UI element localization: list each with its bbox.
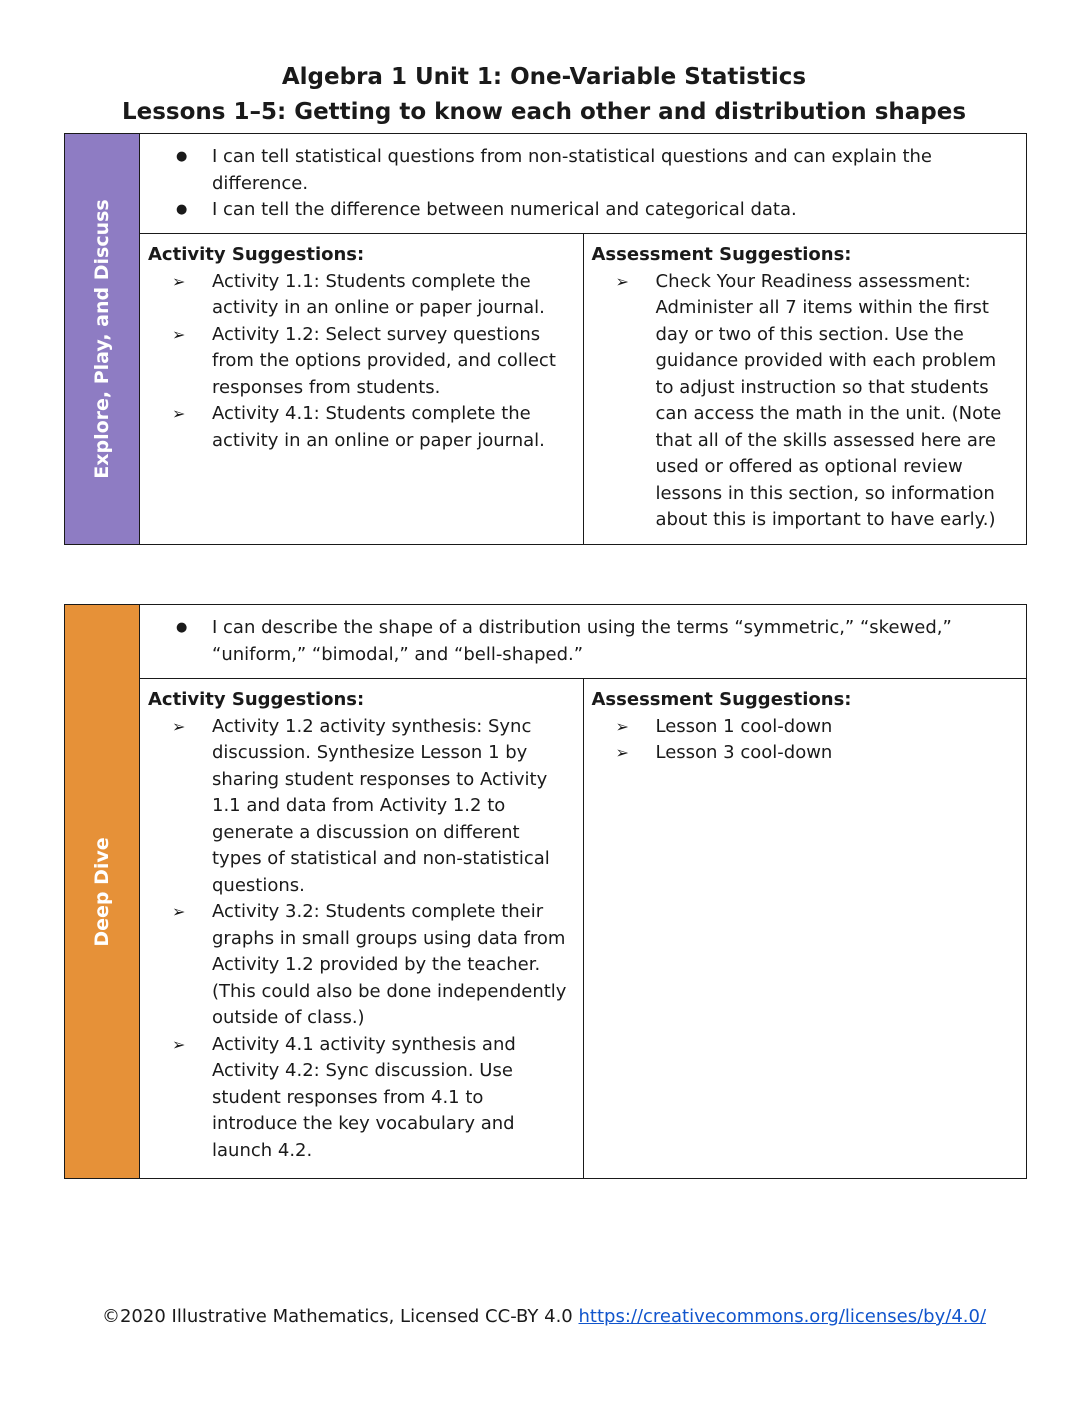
learning-goals-cell — [140, 134, 1027, 234]
document-title: Algebra 1 Unit 1: One-Variable Statistics — [281, 64, 807, 90]
activity-text: Activity 1.2: Select survey questions from the options provided, and collect responses from students. — [212, 323, 556, 398]
assessment-suggestions-heading: Assessment Suggestions: — [591, 689, 852, 710]
document-subtitle: Lessons 1–5: Getting to know each other and distribution shapes — [121, 99, 967, 125]
activity-suggestions-cell — [140, 679, 584, 1179]
arrow-bullet-icon: ➢ — [615, 271, 629, 291]
activity-text: Activity 4.1: Students complete the activity in an online or paper journal. — [212, 403, 545, 451]
arrow-bullet-icon: ➢ — [172, 1034, 186, 1054]
learning-goals-cell — [140, 605, 1027, 679]
assessment-suggestions-heading: Assessment Suggestions: — [591, 244, 852, 265]
activity-suggestions-cell — [140, 234, 584, 545]
activity-item — [172, 401, 573, 454]
assessment-text: Lesson 1 cool-down — [655, 715, 833, 737]
learning-goal-item — [176, 197, 1012, 224]
assessment-item — [616, 714, 1017, 741]
learning-goal-text: I can describe the shape of a distribution using the terms “symmetric,” “skewed,” “uniform,” “bimodal,” and “bell-shaped.” — [212, 617, 952, 665]
activity-suggestions-heading: Activity Suggestions: — [148, 689, 365, 710]
arrow-bullet-icon: ➢ — [172, 324, 186, 344]
bullet-icon: ● — [176, 620, 188, 635]
bullet-icon: ● — [176, 202, 188, 217]
section-side-label: Deep Dive — [91, 836, 113, 947]
bullet-icon: ● — [176, 149, 188, 164]
activity-text: Activity 1.2 activity synthesis: Sync discussion. Synthesize Lesson 1 by sharing student responses to Activity 1.1 and data from Activity 1.2 to generate a discussion on different types of statistical and non-statistical questions. — [212, 715, 550, 896]
section-side-band — [65, 605, 140, 1179]
section-side-band — [65, 134, 140, 545]
arrow-bullet-icon: ➢ — [172, 902, 186, 921]
assessment-item — [616, 740, 1017, 767]
section-explore-play-discuss — [64, 133, 1027, 545]
activity-item — [172, 322, 573, 402]
section-deep-dive — [64, 604, 1027, 1179]
copyright-text: ©2020 Illustrative Mathematics, Licensed CC-BY 4.0 — [101, 1306, 573, 1327]
assessment-text: Lesson 3 cool-down — [655, 742, 833, 763]
arrow-bullet-icon: ➢ — [172, 716, 186, 736]
arrow-bullet-icon: ➢ — [172, 271, 186, 291]
footer — [0, 1306, 1088, 1327]
learning-goal-item — [176, 615, 1012, 668]
license-link[interactable]: https://creativecommons.org/licenses/by/4.0/ — [578, 1306, 987, 1327]
assessment-suggestions-cell — [583, 234, 1027, 545]
activity-text: Activity 3.2: Students complete their graphs in small groups using data from Activity 1.2 provided by the teacher. (This could also be done independently outside of class.) — [212, 901, 567, 1028]
learning-goal-text: I can tell statistical questions from non-statistical questions and can explain the difference. — [212, 146, 933, 194]
activity-item — [172, 714, 573, 900]
assessment-item — [616, 269, 1017, 534]
activity-item — [172, 269, 573, 322]
arrow-bullet-icon: ➢ — [172, 404, 186, 423]
assessment-suggestions-cell — [583, 679, 1027, 1179]
activity-text: Activity 1.1: Students complete the activity in an online or paper journal. — [212, 270, 545, 318]
assessment-text: Check Your Readiness assessment: Administer all 7 items within the first day or two of this section. Use the guidance provided with each problem to adjust instruction so that students can access the math in the unit. (Note that all of the skills assessed here are used or offered as optional review lessons in this section, so information about this is important to have early.) — [655, 270, 1002, 530]
activity-suggestions-heading: Activity Suggestions: — [148, 244, 365, 265]
section-side-label: Explore, Play, and Discuss — [91, 199, 113, 479]
learning-goal-text: I can tell the difference between numerical and categorical data. — [212, 199, 797, 220]
activity-item — [172, 899, 573, 1032]
activity-text: Activity 4.1 activity synthesis and Activity 4.2: Sync discussion. Use student responses from 4.1 to introduce the key vocabulary and launch 4.2. — [212, 1033, 516, 1161]
learning-goal-item — [176, 144, 1012, 197]
arrow-bullet-icon: ➢ — [615, 743, 629, 762]
arrow-bullet-icon: ➢ — [615, 716, 629, 736]
activity-item — [172, 1032, 573, 1165]
